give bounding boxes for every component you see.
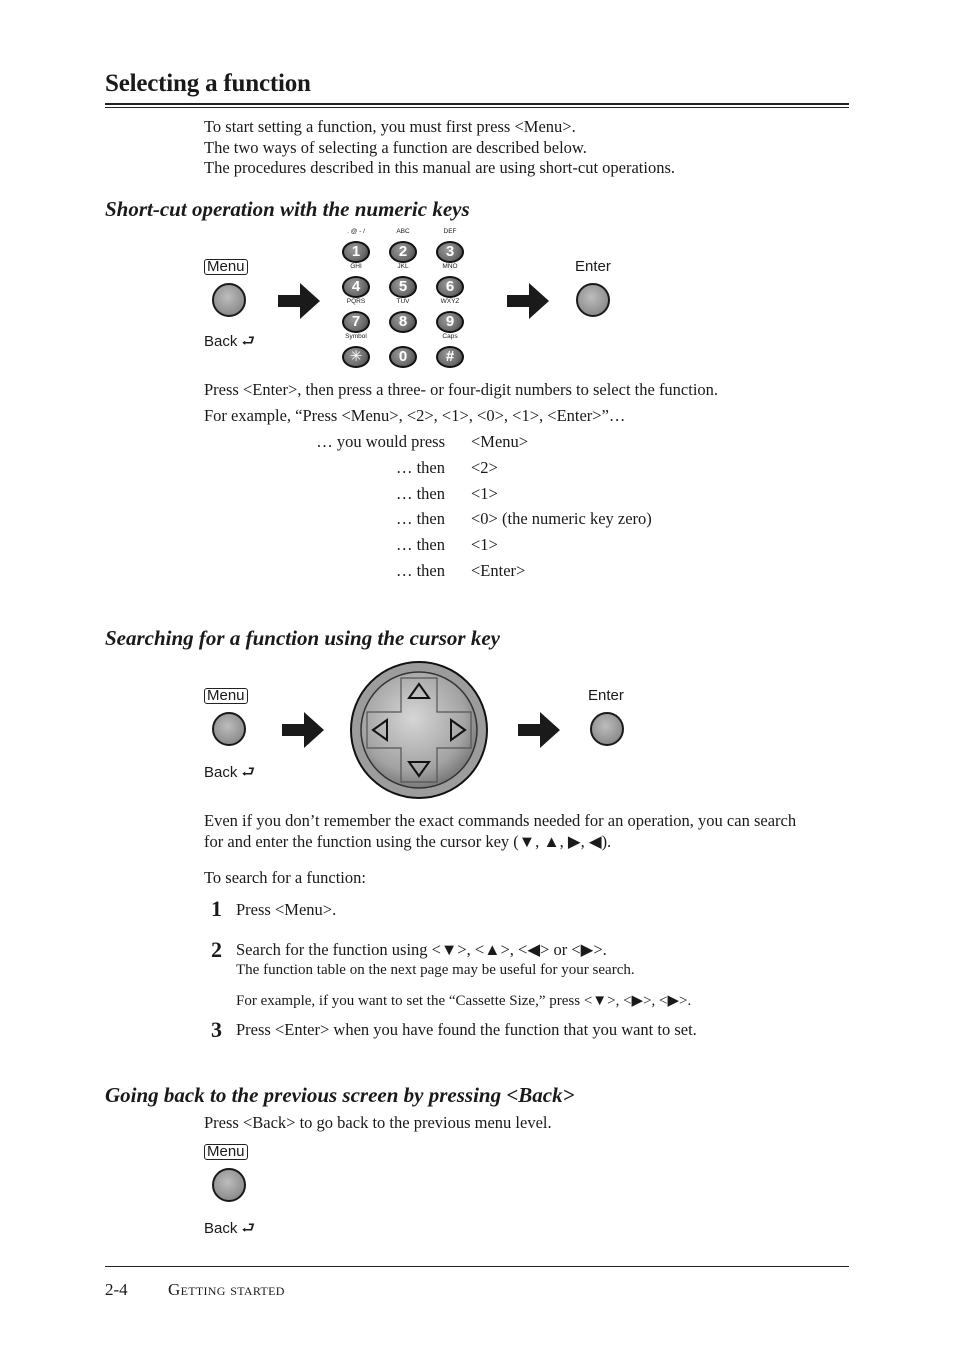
to-search-text: To search for a function: (204, 868, 366, 887)
back-text: Press <Back> to go back to the previous menu level. (204, 1113, 552, 1132)
footer-section: Getting started (168, 1280, 285, 1299)
keypad-key[interactable]: 9 (436, 311, 464, 333)
keypad-key[interactable]: 0 (389, 346, 417, 368)
footer-page-number: 2-4 (105, 1280, 128, 1299)
menu-key-label: Menu (204, 1144, 248, 1160)
arrow-right-icon (278, 283, 320, 319)
keypad-key[interactable]: 3 (436, 241, 464, 263)
step-number: 1 (211, 896, 222, 921)
title-rule-thick (105, 103, 849, 105)
page-title: Selecting a function (105, 70, 311, 97)
arrow-right-icon (518, 712, 560, 748)
enter-button[interactable] (590, 712, 624, 746)
keypad-key[interactable]: ✳ (342, 346, 370, 368)
back-key-label (204, 762, 255, 787)
arrow-right-icon (507, 283, 549, 319)
cursor-para-line: Even if you don’t remember the exact commands needed for an operation, you can search (204, 811, 797, 830)
example-row-key: <2> (471, 457, 498, 477)
keypad-key-caption: TUV (396, 298, 410, 305)
keypad-key-caption: Caps (442, 333, 458, 340)
enter-button[interactable] (576, 283, 610, 317)
section-heading-cursor: Searching for a function using the cursor key (105, 626, 500, 650)
arrow-right-icon (282, 712, 324, 748)
return-arrow-icon: ⮐ (241, 1220, 256, 1237)
return-arrow-icon: ⮐ (241, 333, 256, 350)
keypad-key-caption: PQRS (346, 298, 366, 305)
menu-button[interactable] (212, 712, 246, 746)
step-subtext: The function table on the next page may be useful for your search. (236, 962, 635, 978)
footer-rule (105, 1266, 849, 1267)
shortcut-text-1: Press <Enter>, then press a three- or four-digit numbers to select the function. (204, 380, 719, 399)
back-label-text: Back (204, 764, 238, 781)
keypad-key-caption: WXYZ (440, 298, 460, 305)
cursor-paragraph (204, 811, 854, 852)
keypad-key[interactable]: 6 (436, 276, 464, 298)
keypad-key-caption: . @ - / (347, 228, 365, 235)
example-row-key: <0> (the numeric key zero) (471, 509, 652, 529)
example-row-lead: … you would press (316, 432, 445, 451)
menu-key-label: Menu (204, 688, 248, 704)
cursor-key-pad[interactable] (349, 660, 489, 800)
keypad-key-caption: Symbol (345, 333, 367, 340)
example-row-key: <1> (471, 483, 498, 503)
keypad-key-caption: ABC (396, 228, 410, 235)
back-key-label (204, 331, 255, 356)
example-row-key: <1> (471, 535, 498, 555)
menu-key-label: Menu (204, 259, 248, 275)
keypad-key[interactable]: 5 (389, 276, 417, 298)
cursor-para-line: for and enter the function using the cursor key (▼, ▲, ▶, ◀). (204, 831, 612, 851)
title-rule-thin (105, 107, 849, 108)
intro-line: The two ways of selecting a function are described below. (204, 137, 587, 157)
step-number: 2 (211, 937, 222, 962)
keypad-key-caption: DEF (443, 228, 457, 235)
example-row-key: <Enter> (471, 561, 526, 580)
keypad-key[interactable]: 4 (342, 276, 370, 298)
section-heading-back: Going back to the previous screen by pressing <Back> (105, 1083, 575, 1107)
step-text: Press <Menu>. (236, 900, 337, 919)
keypad-key[interactable]: 1 (342, 241, 370, 263)
example-row-lead: … then (395, 561, 445, 580)
keypad-key-caption: GHI (350, 263, 362, 270)
section-heading-shortcut: Short-cut operation with the numeric keys (105, 197, 470, 221)
intro-paragraph (204, 117, 675, 179)
keypad-key[interactable]: 2 (389, 241, 417, 263)
example-row-lead: … then (395, 509, 445, 529)
keypad-key[interactable]: # (436, 346, 464, 368)
return-arrow-icon: ⮐ (241, 764, 256, 781)
menu-button[interactable] (212, 283, 246, 317)
keypad-key[interactable]: 7 (342, 311, 370, 333)
numeric-keypad (340, 228, 488, 373)
step-number: 3 (211, 1017, 222, 1042)
example-row-lead: … then (395, 535, 445, 555)
shortcut-text-2: For example, “Press <Menu>, <2>, <1>, <0>, <1>, <Enter>”… (204, 406, 626, 425)
example-row-lead: … then (395, 483, 445, 503)
intro-line: To start setting a function, you must first press <Menu>. (204, 117, 576, 136)
menu-button[interactable] (212, 1168, 246, 1202)
intro-line: The procedures described in this manual are using short-cut operations. (204, 158, 676, 177)
back-label-text: Back (204, 1220, 238, 1237)
back-key-label (204, 1218, 255, 1243)
example-row-key: <Menu> (471, 432, 529, 451)
keypad-key-caption: MNO (442, 263, 458, 270)
example-row-lead: … then (395, 457, 445, 477)
enter-key-label: Enter (575, 258, 611, 275)
keypad-key[interactable]: 8 (389, 311, 417, 333)
step-text: Press <Enter> when you have found the function that you want to set. (236, 1020, 697, 1039)
enter-key-label: Enter (588, 687, 624, 704)
keypad-key-caption: JKL (397, 263, 409, 270)
step-subtext: For example, if you want to set the “Cassette Size,” press <▼>, <▶>, <▶>. (236, 993, 692, 1009)
back-label-text: Back (204, 333, 238, 350)
step-text: Search for the function using <▼>, <▲>, <◀> or <▶>. (236, 940, 607, 959)
